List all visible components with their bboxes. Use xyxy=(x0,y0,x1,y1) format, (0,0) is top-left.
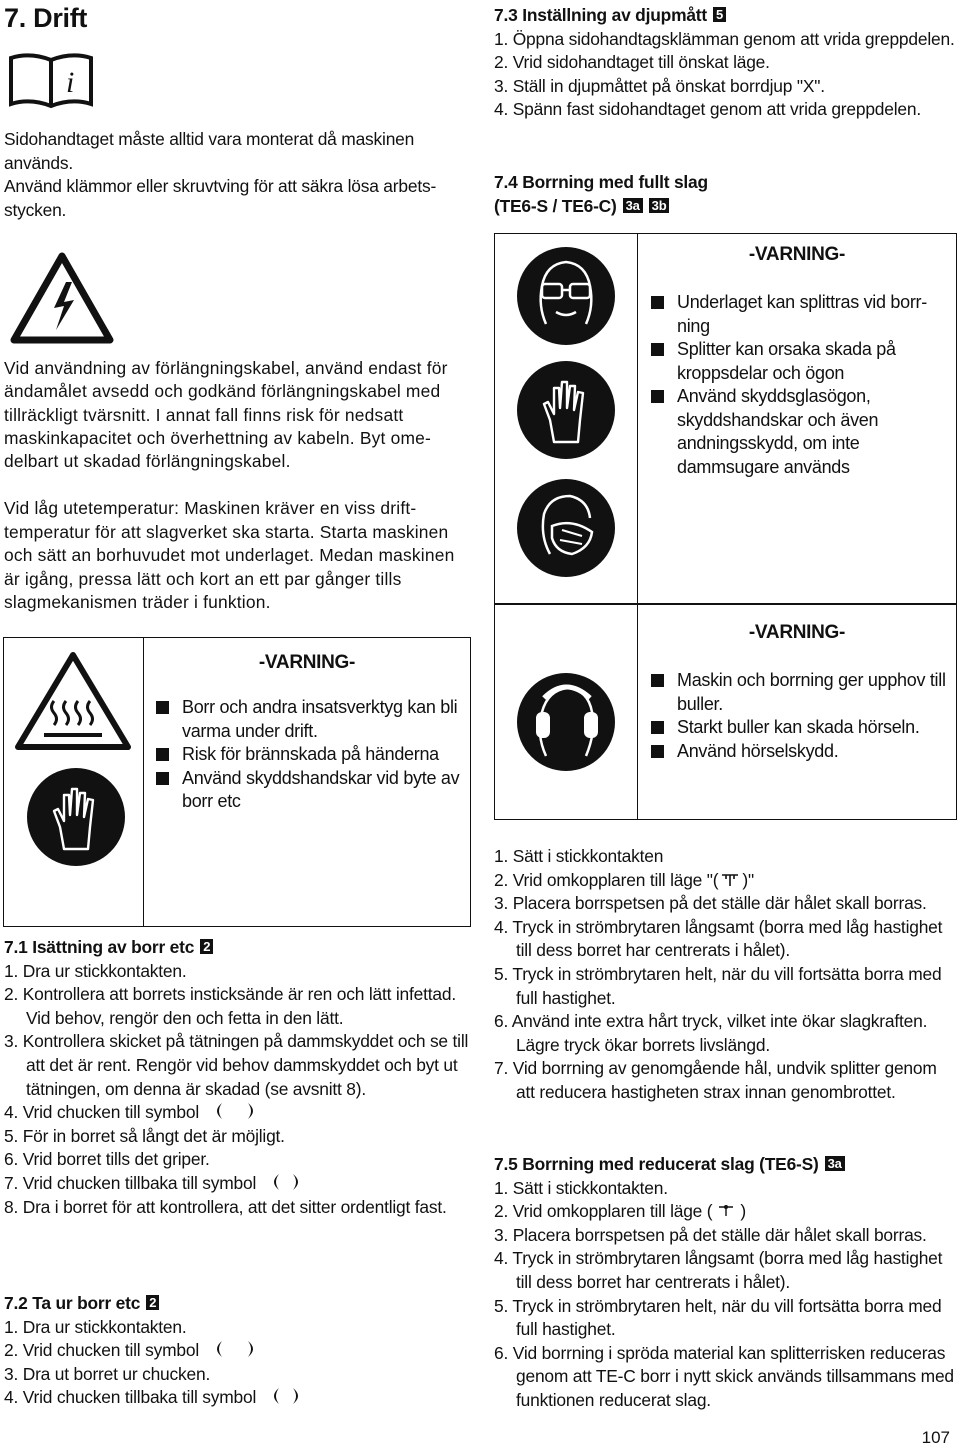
section-7-4-steps-block xyxy=(494,845,956,1105)
chuck-closed-symbol-icon xyxy=(265,1172,309,1192)
step-item: 3. Placera borrspetsen på det ställe där hålet skall borras. xyxy=(494,893,927,914)
warning-item: Borr och andra insatsverktyg kan bli varma under drift. xyxy=(156,696,460,743)
heat-warning-list xyxy=(156,696,460,814)
reduced-hammer-mode-icon xyxy=(716,1203,736,1219)
section-7-3 xyxy=(494,4,956,122)
step-item: 3. Dra ut borret ur chucken. xyxy=(4,1363,211,1384)
svg-text:i: i xyxy=(66,66,75,99)
section-7-5-heading: 7.5 Borrning med reducerat slag (TE6-S) 3a xyxy=(494,1153,956,1177)
hot-surface-icon xyxy=(14,651,132,751)
step-item: 2. Vrid sidohandtaget till önskat läge. xyxy=(494,52,770,73)
warning-item: Maskin och borrning ger upphov till buller. xyxy=(651,669,951,716)
step-item: 5. Tryck in strömbrytaren helt, när du vill fortsätta borra med full hastighet. xyxy=(494,1295,942,1340)
step-item: 1. Öppna sidohandtagsklämman genom att vrida greppdelen. xyxy=(494,28,955,49)
section-7-4-heading: 7.4 Borrning med fullt slag (TE6-S / TE6-C) 3a 3b xyxy=(494,172,708,216)
electric-hazard-icon xyxy=(10,252,114,344)
step-item: 1. Sätt i stickkontakten xyxy=(494,846,664,866)
section-7-3-heading: 7.3 Inställning av djupmått 5 xyxy=(494,4,956,28)
warning-item: Risk för brännskada på händerna xyxy=(156,743,460,767)
step-item: 1. Dra ur stickkontakten. xyxy=(4,1316,187,1337)
extension-cable-text: Vid användning av förlängningskabel, använd endast för ändamålet avsedd och godkänd förlängningskabel med tillräckligt tvärsnitt. I annat fall finns risk för nedsatt maskinkapacitet och överhettning av kabeln. Byt omedelbart ut skadad förlängningskabel. xyxy=(4,358,448,472)
step-item: 6. Vid borrning i spröda material kan splitterrisken reduceras genom att TE-C borr i nytt skick används tillsammans med funktionen reducerat slag. xyxy=(494,1342,954,1410)
step-item: 6. Använd inte extra hårt tryck, vilket inte ökar slagkraften. Lägre tryck ökar borrets livslängd. xyxy=(494,1011,928,1055)
section-title: 7. Drift xyxy=(4,3,88,33)
section-7-2-heading: 7.2 Ta ur borr etc 2 xyxy=(4,1292,474,1316)
noise-warning-title: -VARNING- xyxy=(748,622,846,643)
figure-badge: 2 xyxy=(146,1295,159,1310)
step-item: 4. Vrid chucken tillbaka till symbol xyxy=(4,1386,474,1410)
step-item: 3. Placera borrspetsen på det ställe där hålet skall borras. xyxy=(494,1224,927,1245)
low-temperature-text: Vid låg utetemperatur: Maskinen kräver en viss drifttemperatur för att slagverket ska starta. Starta maskinen och sätt an borhuvudet mot underlaget. Medan maskinen är igång, pressa lätt och kort an ett par gånger tills slagmekanismen träder i funktion. xyxy=(4,498,455,612)
step-item: 4. Vrid chucken till symbol xyxy=(4,1101,474,1125)
step-item: 2. Kontrollera att borrets insticksände är ren och lätt infettad. Vid behov, rengör den och fetta in den lätt. xyxy=(4,984,456,1028)
chuck-open-symbol-icon xyxy=(208,1339,264,1359)
heat-warning-title: -VARNING- xyxy=(258,652,356,673)
warning-item: Använd skyddsglasögon, skyddshandskar och även andningsskydd, om inte dammsugare används xyxy=(651,385,951,479)
section-7-5-steps xyxy=(494,1177,956,1413)
section-7-2 xyxy=(4,1292,474,1410)
step-item: 2. Vrid omkopplaren till läge "( )" xyxy=(494,869,754,890)
protective-gloves-icon xyxy=(26,767,126,867)
warning-divider xyxy=(143,637,144,927)
warning-divider xyxy=(637,233,638,604)
warning-item: Starkt buller kan skada hörseln. xyxy=(651,716,951,740)
step-item: 2. Vrid chucken till symbol xyxy=(4,1339,474,1363)
hammer-mode-icon xyxy=(720,872,740,888)
intro-line-1: Sidohandtaget måste alltid vara monterat då maskinen används. xyxy=(4,129,415,173)
warning-item: Splitter kan orsaka skada på kroppsdelar och ögon xyxy=(651,338,951,385)
figure-badge: 3a xyxy=(825,1156,845,1171)
section-7-5 xyxy=(494,1153,956,1413)
warning-item: Underlaget kan splittras vid borrning xyxy=(651,291,951,338)
intro-line-2: Använd klämmor eller skruvtving för att säkra lösa arbetsstycken. xyxy=(4,176,437,220)
step-item: 4. Tryck in strömbrytaren långsamt (borra med låg hastighet till dess borret har centrerats i hålet). xyxy=(494,916,943,961)
warning-item: Använd hörselskydd. xyxy=(651,740,951,764)
respirator-mask-icon xyxy=(516,478,616,578)
figure-badge: 3b xyxy=(649,198,670,213)
section-7-2-steps xyxy=(4,1316,474,1410)
intro-text xyxy=(4,128,474,222)
step-item: 4. Spänn fast sidohandtaget genom att vrida greppdelen. xyxy=(494,99,921,120)
manual-info-icon xyxy=(8,52,94,110)
step-item: 3. Ställ in djupmåttet på önskat borrdjup "X". xyxy=(494,75,825,96)
hearing-protection-icon xyxy=(516,672,616,772)
section-7-1 xyxy=(4,936,474,1219)
noise-warning-list xyxy=(651,669,951,763)
section-7-1-heading: 7.1 Isättning av borr etc 2 xyxy=(4,936,474,960)
step-item: 4. Tryck in strömbrytaren långsamt (borra med låg hastighet till dess borret har centrerats i hålet). xyxy=(494,1248,943,1292)
step-item: 8. Dra i borret för att kontrollera, att det sitter ordentligt fast. xyxy=(4,1196,447,1217)
section-7-4-steps xyxy=(494,845,956,1105)
step-item: 1. Sätt i stickkontakten. xyxy=(494,1177,668,1198)
section-7-1-steps xyxy=(4,960,474,1220)
step-item: 6. Vrid borret tills det griper. xyxy=(4,1149,210,1170)
step-item: 1. Dra ur stickkontakten. xyxy=(4,960,187,981)
section-7-3-steps xyxy=(494,28,956,122)
splinter-warning-list xyxy=(651,291,951,479)
figure-badge: 2 xyxy=(200,939,213,954)
warning-item: Använd skyddshandskar vid byte av borr etc xyxy=(156,767,460,814)
chuck-open-symbol-icon xyxy=(208,1101,264,1121)
step-item: 5. För in borret så långt det är möjligt. xyxy=(4,1125,285,1146)
step-item: 5. Tryck in strömbrytaren helt, när du vill fortsätta borra med full hastighet. xyxy=(494,963,942,1008)
protective-gloves-icon xyxy=(516,360,616,460)
safety-glasses-icon xyxy=(516,246,616,346)
page-number: 107 xyxy=(921,1428,950,1447)
splinter-warning-title: -VARNING- xyxy=(748,244,846,265)
step-item: 2. Vrid omkopplaren till läge ( ) xyxy=(494,1201,746,1222)
step-item: 7. Vid borrning av genomgående hål, undvik splitter genom att reducera hastigheten strax innan genombrottet. xyxy=(494,1058,937,1102)
step-item: 7. Vrid chucken tillbaka till symbol xyxy=(4,1172,474,1196)
figure-badge: 3a xyxy=(623,198,643,213)
chuck-closed-symbol-icon xyxy=(265,1386,309,1406)
step-item: 3. Kontrollera skicket på tätningen på dammskyddet och se till att det är rent. Rengör vid behov dammskyddet och byt ut tätningen, om denna är skadad (se avsnitt 8). xyxy=(4,1031,469,1099)
figure-badge: 5 xyxy=(713,7,726,22)
